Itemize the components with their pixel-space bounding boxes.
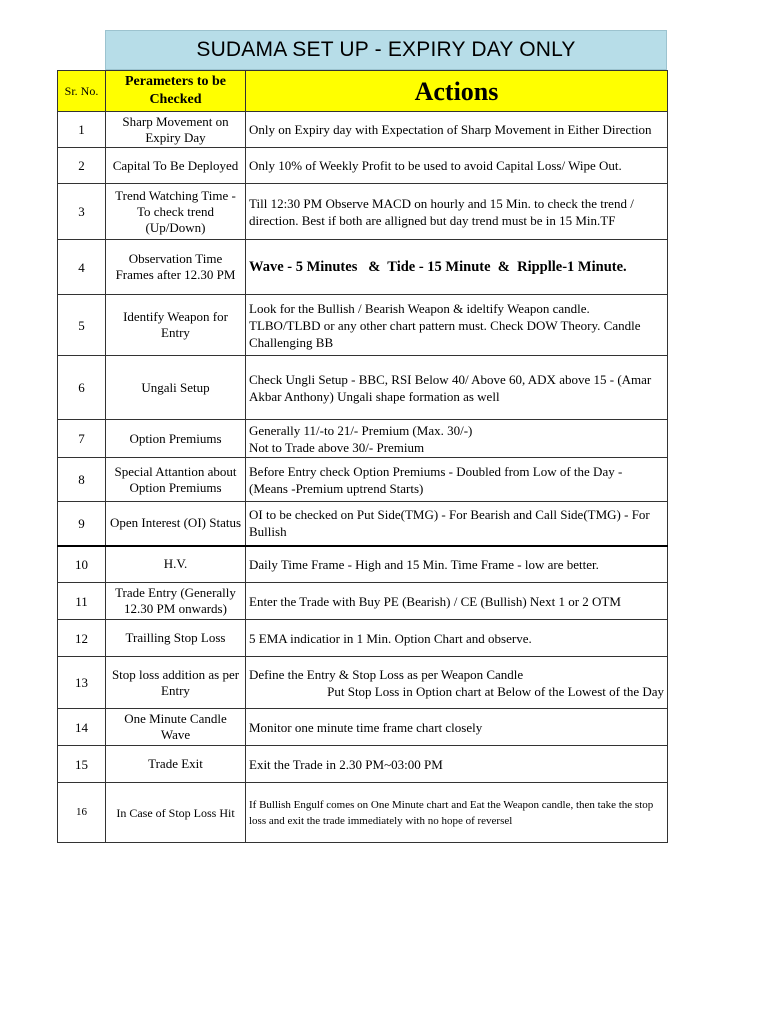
row-action: Look for the Bullish / Bearish Weapon & ideltify Weapon candle. TLBO/TLBD or any other chart pattern must. Check DOW Theory. Candle Challenging BB <box>246 295 668 356</box>
row-parameter: Trailling Stop Loss <box>106 620 246 657</box>
row-parameter: Sharp Movement on Expiry Day <box>106 112 246 148</box>
table-row <box>58 620 668 657</box>
row-action: Only 10% of Weekly Profit to be used to avoid Capital Loss/ Wipe Out. <box>246 148 668 184</box>
header-row <box>58 71 668 112</box>
row-sr: 14 <box>58 709 106 746</box>
table-row <box>58 746 668 783</box>
row-action: Generally 11/-to 21/- Premium (Max. 30/-) Not to Trade above 30/- Premium <box>246 420 668 458</box>
row-action: Monitor one minute time frame chart closely <box>246 709 668 746</box>
row-action: Daily Time Frame - High and 15 Min. Time Frame - low are better. <box>246 546 668 583</box>
table-row <box>58 295 668 356</box>
table-row <box>58 148 668 184</box>
table-row <box>58 240 668 295</box>
row-action: Before Entry check Option Premiums - Doubled from Low of the Day - (Means -Premium uptrend Starts) <box>246 458 668 502</box>
row-parameter: H.V. <box>106 546 246 583</box>
row-action: Till 12:30 PM Observe MACD on hourly and 15 Min. to check the trend / direction. Best if both are alligned but day trend must be in 15 Min.TF <box>246 184 668 240</box>
row-sr: 16 <box>58 783 106 843</box>
table-row <box>58 356 668 420</box>
row-action: Define the Entry & Stop Loss as per Weapon Candle <box>249 666 524 682</box>
row-sr: 2 <box>58 148 106 184</box>
table-row <box>58 458 668 502</box>
row-sr: 5 <box>58 295 106 356</box>
row-sr: 4 <box>58 240 106 295</box>
row-parameter: Trade Entry (Generally 12.30 PM onwards) <box>106 583 246 620</box>
table-row <box>58 546 668 583</box>
sheet-title: SUDAMA SET UP - EXPIRY DAY ONLY <box>105 30 667 70</box>
table-row <box>58 583 668 620</box>
table-row <box>58 184 668 240</box>
row-sr: 3 <box>58 184 106 240</box>
row-parameter: Observation Time Frames after 12.30 PM <box>106 240 246 295</box>
table-row <box>58 709 668 746</box>
setup-table <box>57 70 668 843</box>
header-sr-no: Sr. No. <box>58 71 106 112</box>
table-row <box>58 112 668 148</box>
row-parameter: One Minute Candle Wave <box>106 709 246 746</box>
row-parameter: Ungali Setup <box>106 356 246 420</box>
row-action: Wave - 5 Minutes & Tide - 15 Minute & Ripplle-1 Minute. <box>246 240 668 295</box>
table-row <box>58 657 668 709</box>
row-parameter: Trend Watching Time - To check trend (Up/Down) <box>106 184 246 240</box>
header-actions: Actions <box>246 71 668 112</box>
row-action: Enter the Trade with Buy PE (Bearish) / CE (Bullish) Next 1 or 2 OTM <box>246 583 668 620</box>
row-sr: 13 <box>58 657 106 709</box>
row-parameter: Trade Exit <box>106 746 246 783</box>
row-sr: 1 <box>58 112 106 148</box>
row-sr: 8 <box>58 458 106 502</box>
row-action-cell <box>246 657 668 709</box>
header-parameters: Perameters to be Checked <box>106 71 246 112</box>
row-parameter: Stop loss addition as per Entry <box>106 657 246 709</box>
table-row <box>58 783 668 843</box>
row-action: Check Ungli Setup - BBC, RSI Below 40/ Above 60, ADX above 15 - (Amar Akbar Anthony) Ungali shape formation as well <box>246 356 668 420</box>
row-action: OI to be checked on Put Side(TMG) - For Bearish and Call Side(TMG) - For Bullish <box>246 502 668 546</box>
row-sr: 11 <box>58 583 106 620</box>
table-row <box>58 502 668 546</box>
row-parameter: Identify Weapon for Entry <box>106 295 246 356</box>
row-parameter: Capital To Be Deployed <box>106 148 246 184</box>
table-row <box>58 420 668 458</box>
row-action-continued: Put Stop Loss in Option chart at Below of the Lowest of the Day <box>327 683 664 699</box>
row-action: Exit the Trade in 2.30 PM~03:00 PM <box>246 746 668 783</box>
row-sr: 12 <box>58 620 106 657</box>
row-sr: 10 <box>58 546 106 583</box>
row-sr: 7 <box>58 420 106 458</box>
row-sr: 9 <box>58 502 106 546</box>
row-parameter: Open Interest (OI) Status <box>106 502 246 546</box>
row-action: If Bullish Engulf comes on One Minute chart and Eat the Weapon candle, then take the stop loss and exit the trade immediately with no hope of reversel <box>246 783 668 843</box>
row-parameter: In Case of Stop Loss Hit <box>106 783 246 843</box>
row-action: Only on Expiry day with Expectation of Sharp Movement in Either Direction <box>246 112 668 148</box>
spreadsheet <box>57 30 667 843</box>
row-parameter: Option Premiums <box>106 420 246 458</box>
row-sr: 15 <box>58 746 106 783</box>
row-parameter: Special Attantion about Option Premiums <box>106 458 246 502</box>
row-sr: 6 <box>58 356 106 420</box>
row-action: 5 EMA indicatior in 1 Min. Option Chart and observe. <box>246 620 668 657</box>
